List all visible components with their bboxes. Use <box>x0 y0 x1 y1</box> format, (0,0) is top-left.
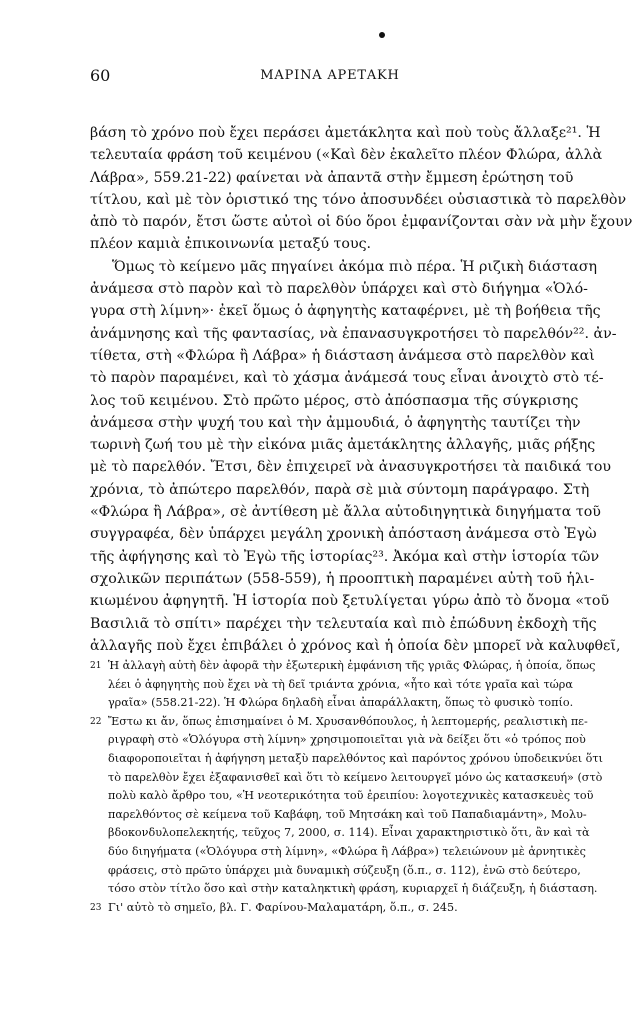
footnote-number: 23 <box>90 902 102 913</box>
page-header <box>90 66 570 86</box>
footnote-line: φράσεις, στὸ πρῶτο ὑπάρχει μιὰ δυναμικὴ σύζευξη (ὅ.π., σ. 112), ἐνῶ στὸ δεύτερο, <box>108 863 581 877</box>
footnotes <box>90 657 603 917</box>
body-line: ἀπὸ τὸ παρόν, ἔτσι ὥστε αὐτοὶ οἱ δύο ὅροι ἐμφανίζονται σὰν νὰ μὴν ἔχουν <box>90 214 632 231</box>
body-line: γυρα στὴ λίμνη»· ἐκεῖ ὅμως ὁ ἀφηγητὴς καταφέρνει, μὲ τὴ βοήθεια τῆς <box>90 303 601 320</box>
footnote-line: δύο διηγήματα («Ὁλόγυρα στὴ λίμνη», «Φλώρα ἢ Λάβρα») τελειώνουν μὲ ἀρνητικὲς <box>108 844 586 858</box>
body-line: ἀνάμεσα στὸ παρὸν καὶ τὸ παρελθὸν ὑπάρχει καὶ στὸ διήγημα «Ὁλό- <box>90 281 588 298</box>
body-line: ἀλλαγῆς ποὺ ἔχει ἐπιβάλει ὁ χρόνος καὶ ἡ ὁποία δὲν μπορεῖ νὰ καλυφθεῖ, <box>90 637 621 654</box>
footnote <box>90 899 570 918</box>
body-line: Βασιλιᾶ τὸ σπίτι» παρέχει τὴν τελευταία καὶ πιὸ ἐπώδυνη ἐκδοχὴ τῆς <box>90 615 597 632</box>
body-line: σχολικῶν περιπάτων (558-559), ἡ προοπτικὴ παραμένει αὐτὴ τοῦ ἡλι- <box>90 570 595 587</box>
body-line: Ὅμως τὸ κείμενο μᾶς πηγαίνει ἀκόμα πιὸ πέρα. Ἡ ριζικὴ διάσταση <box>112 258 598 275</box>
body-line: μὲ τὸ παρελθόν. Ἔτσι, δὲν ἐπιχειρεῖ νὰ ἀνασυγκροτήσει τὰ παιδικά του <box>90 459 612 476</box>
body-line: πλέον καμιὰ ἐπικοινωνία μεταξύ τους. <box>90 236 372 253</box>
footnote-line: παρελθόντος σὲ κείμενα τοῦ Καβάφη, τοῦ Μητσάκη καὶ τοῦ Παπαδιαμάντη», Μολυ- <box>108 807 587 821</box>
body-line: λος τοῦ κειμένου. Στὸ πρῶτο μέρος, στὸ ἀπόσπασμα τῆς σύγκρισης <box>90 392 579 409</box>
body-line: τελευταία φράση τοῦ κειμένου («Καὶ δὲν ἐκαλεῖτο πλέον Φλώρα, ἀλλὰ <box>90 147 603 164</box>
body-line: τίθετα, στὴ «Φλώρα ἢ Λάβρα» ἡ διάσταση ἀνάμεσα στὸ παρελθὸν καὶ <box>90 347 595 364</box>
body-line: χρόνια, τὸ ἀπώτερο παρελθόν, παρὰ σὲ μιὰ σύντομη παράγραφο. Στὴ <box>90 481 590 498</box>
footnote-number: 21 <box>90 661 102 671</box>
body-line: ἀνάμεσα στὴν ψυχή του καὶ τὴν ἀμμουδιά, ὁ ἀφηγητὴς ταυτίζει τὴν <box>90 414 581 431</box>
body-line: «Φλώρα ἢ Λάβρα», σὲ ἀντίθεση μὲ ἄλλα αὐτοδιηγητικὰ διηγήματα τοῦ <box>90 504 601 521</box>
footnote-line: Γι' αὐτὸ τὸ σημεῖο, βλ. Γ. Φαρίνου-Μαλαματάρη, ὅ.π., σ. 245. <box>108 900 458 914</box>
footnote <box>90 657 596 713</box>
footnote-line: Ἔστω κι ἄν, ὅπως ἐπισημαίνει ὁ Μ. Χρυσανθόπουλος, ἡ λεπτομερής, ρεαλιστικὴ πε- <box>108 714 588 728</box>
page-number: 60 <box>90 66 111 85</box>
body-line: τίτλου, καὶ μὲ τὸν ὁριστικό της τόνο ἀποσυνδέει οὐσιαστικὰ τὸ παρελθὸν <box>90 191 627 208</box>
running-head: ΜΑΡΙΝΑ ΑΡΕΤΑΚΗ <box>260 68 400 83</box>
footnote-line: διαφοροποιεῖται ἡ ἀφήγηση μεταξὺ παρελθόντος καὶ παρόντος χρόνου ὑποδεικνύει ὅτι <box>108 751 603 765</box>
footnote-line: λέει ὁ ἀφηγητὴς ποὺ ἔχει νὰ τὴ δεῖ τριάντα χρόνια, «ἦτο καὶ τότε γραῖα καὶ τώρα <box>108 677 573 691</box>
footnote-line: Ἡ ἀλλαγὴ αὐτὴ δὲν ἀφορᾶ τὴν ἐξωτερικὴ ἐμφάνιση τῆς γριᾶς Φλώρας, ἡ ὁποία, ὅπως <box>108 659 596 672</box>
main-body-text <box>90 122 632 657</box>
footnote-line: τὸ παρελθὸν ἔχει ἐξαφανισθεῖ καὶ ὅτι τὸ κείμενο λειτουργεῖ μόνο ὡς κατασκευή» (στὸ <box>108 770 603 784</box>
ink-dot <box>379 32 385 38</box>
footnote-line: τόσο στὸν τίτλο ὅσο καὶ στὴν καταληκτικὴ φράση, κυριαρχεῖ ἡ διάζευξη, ἡ διάσταση. <box>108 882 598 896</box>
footnote-line: γραῖα» (558.21-22). Ἡ Φλώρα δηλαδὴ εἶναι ἀπαράλλακτη, ὅπως τὸ φυσικὸ τοπίο. <box>108 696 574 710</box>
body-line: Λάβρα», 559.21-22) φαίνεται νὰ ἀπαντᾶ στὴν ἔμμεση ἐρώτηση τοῦ <box>90 169 574 186</box>
footnote-line: βδοκονδυλοπελεκητής, τεῦχος 7, 2000, σ. 114). Εἶναι χαρακτηριστικὸ ὅτι, ἂν καὶ τὰ <box>108 826 590 840</box>
footnote-line: πολὺ καλὸ ἄρθρο του, «Ἡ νεοτερικότητα τοῦ ἐρειπίου: λογοτεχνικὲς κατασκευὲς τοῦ <box>108 789 594 803</box>
body-line: ἀνάμνησης καὶ τῆς φαντασίας, νὰ ἐπανασυγκροτήσει τὸ παρελθόν²². ἀν- <box>90 325 617 342</box>
body-line: τωρινὴ ζωή του μὲ τὴν εἰκόνα μιᾶς ἀμετάκλητης ἀλλαγῆς, μιᾶς ρήξης <box>90 437 596 454</box>
body-line: βάση τὸ χρόνο ποὺ ἔχει περάσει ἀμετάκλητα καὶ ποὺ τοὺς ἄλλαξε²¹. Ἡ <box>90 125 601 141</box>
body-line: συγγραφέα, δὲν ὑπάρχει μεγάλη χρονικὴ ἀπόσταση ἀνάμεσα στὸ Ἐγὼ <box>90 526 597 543</box>
footnote-number: 22 <box>90 716 102 727</box>
body-line: τῆς ἀφήγησης καὶ τὸ Ἐγὼ τῆς ἱστορίας²³. Ἀκόμα καὶ στὴν ἱστορία τῶν <box>90 548 600 565</box>
footnote <box>90 713 603 899</box>
body-line: τὸ παρὸν παραμένει, καὶ τὸ χάσμα ἀνάμεσά τους εἶναι ἀνοιχτὸ στὸ τέ- <box>90 370 604 387</box>
body-line: κιωμένου ἀφηγητῆ. Ἡ ἱστορία ποὺ ξετυλίγεται γύρω ἀπὸ τὸ ὄνομα «τοῦ <box>90 593 610 610</box>
footnote-line: ριγραφὴ στὸ «Ὁλόγυρα στὴ λίμνη» χρησιμοποιεῖται γιὰ νὰ δείξει ὅτι «ὁ τρόπος ποὺ <box>108 733 586 747</box>
